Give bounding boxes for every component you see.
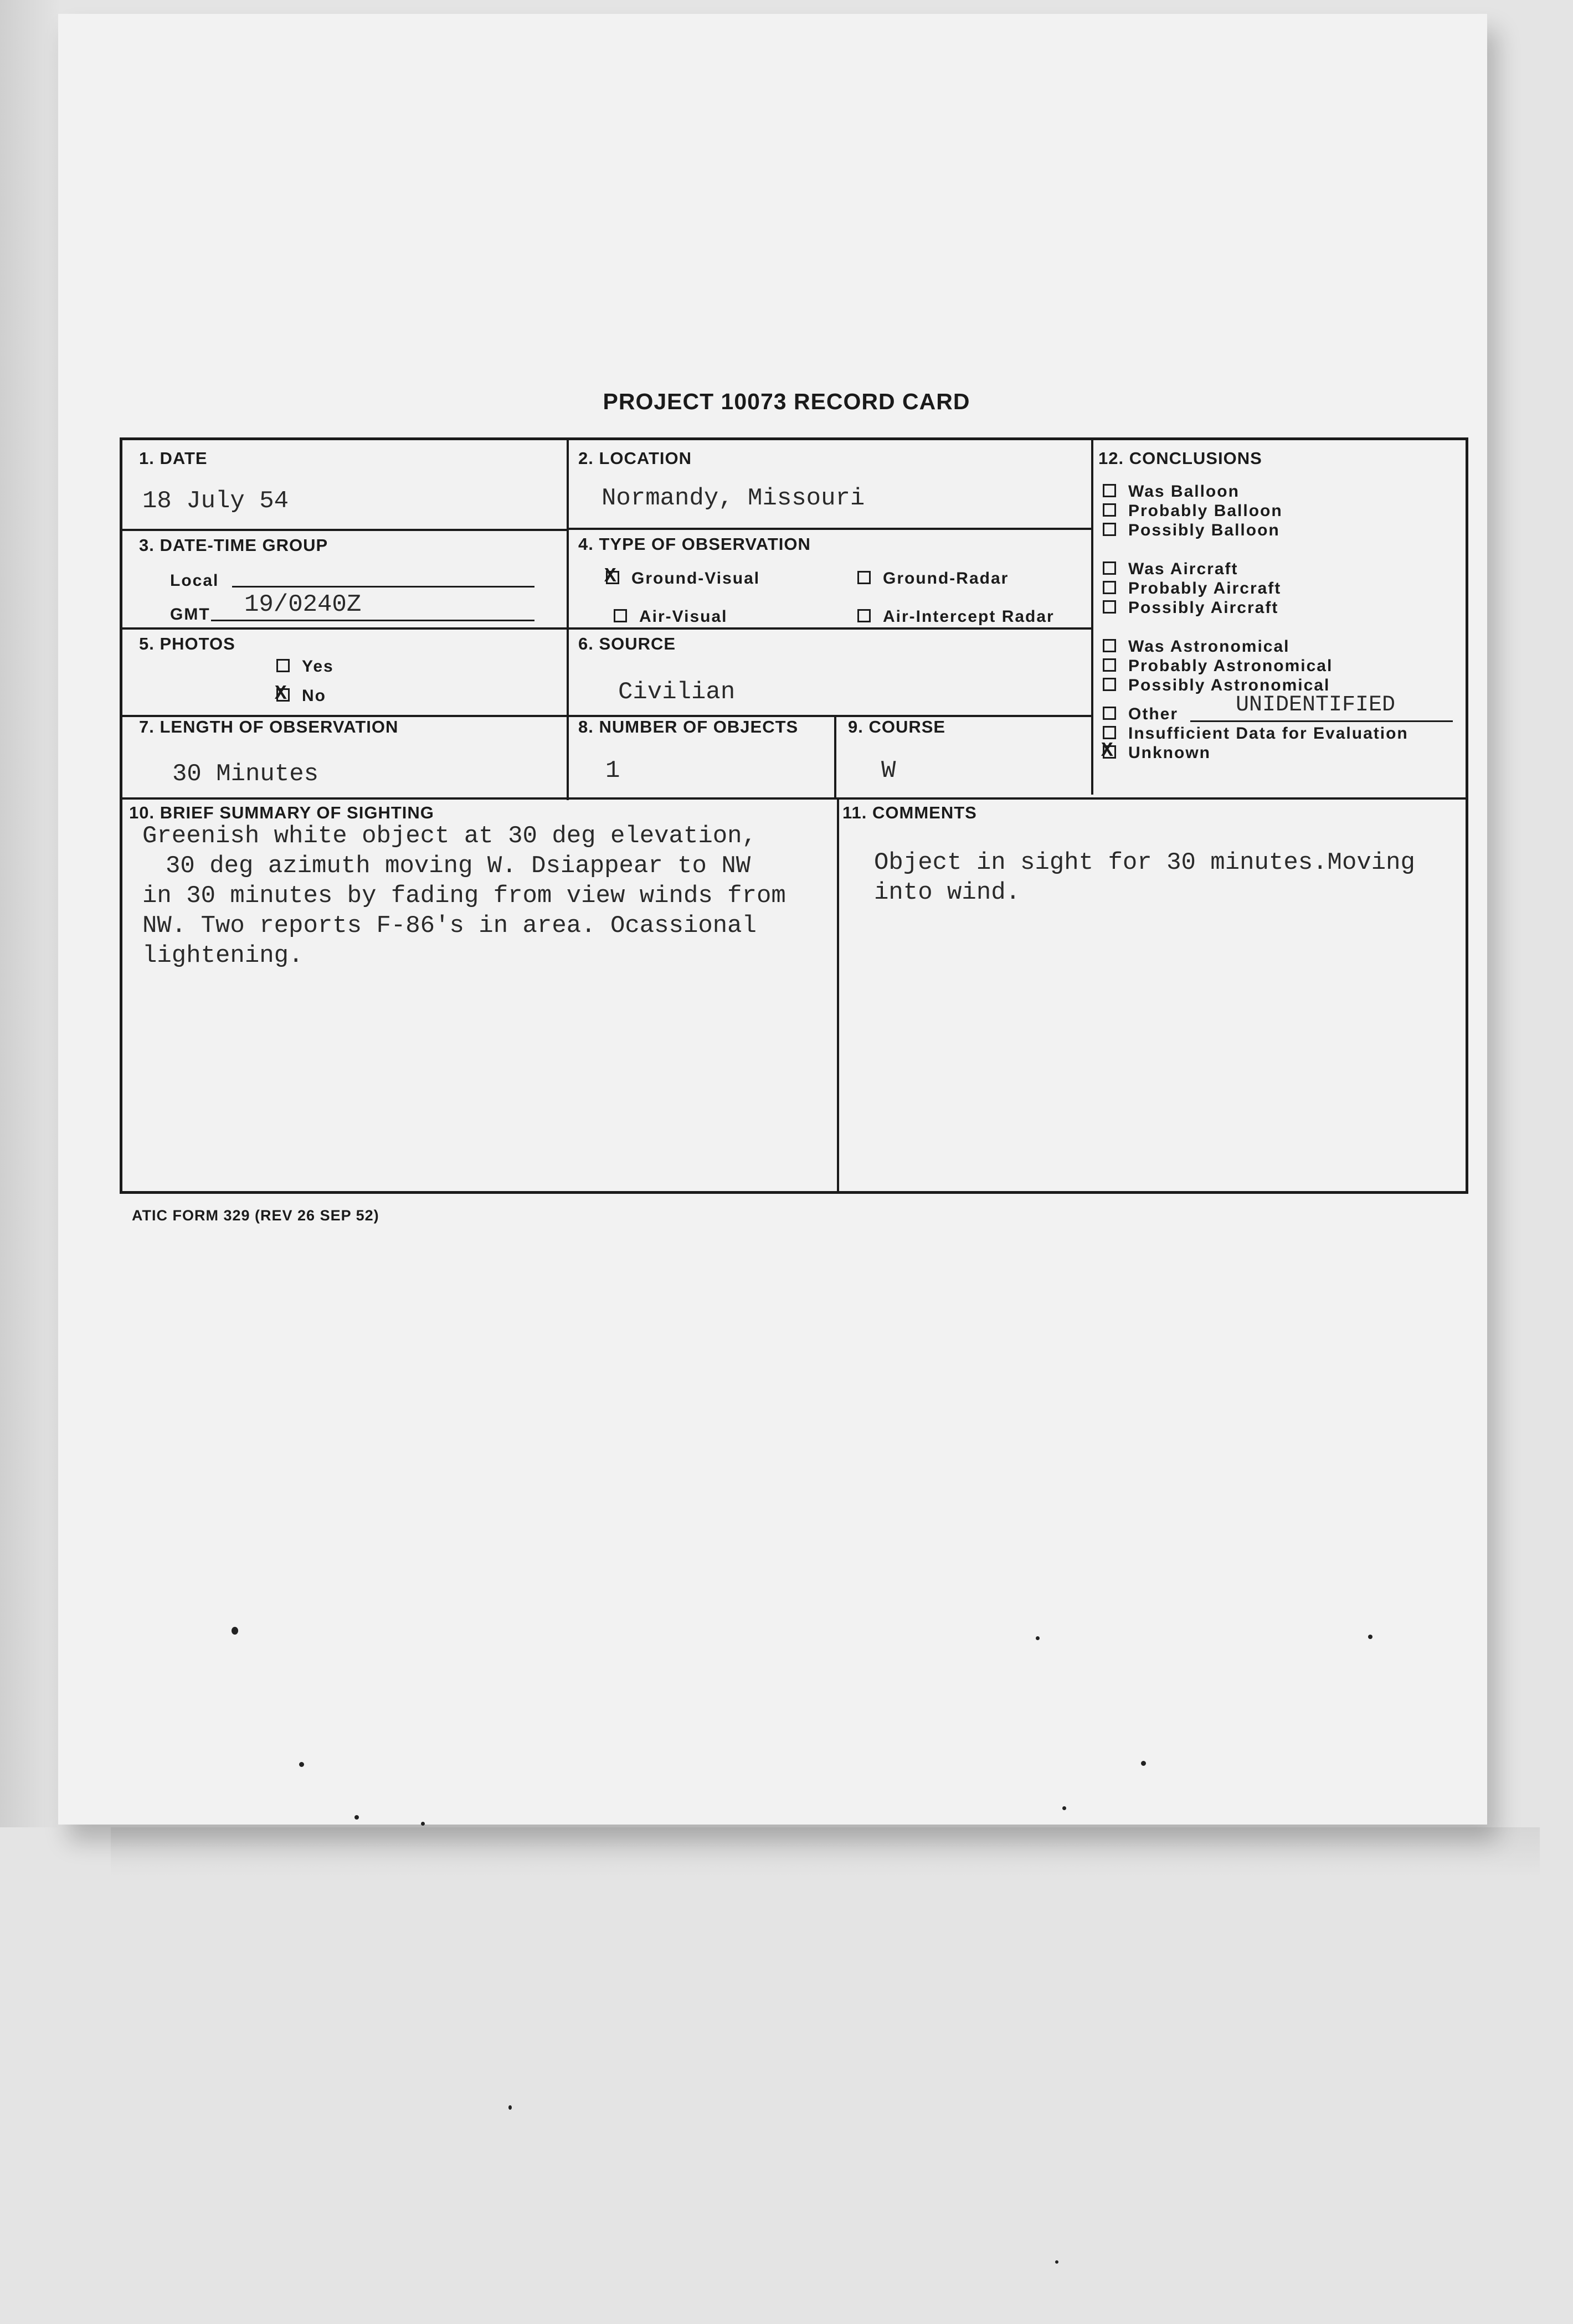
obs-ground-visual <box>606 569 760 588</box>
conclusion-label: Was Astronomical <box>1128 637 1290 656</box>
divider <box>122 627 1091 630</box>
card-title: PROJECT 10073 RECORD CARD <box>603 389 970 414</box>
conclusion-checkbox <box>1103 581 1116 594</box>
conclusion-probably-balloon <box>1103 502 1283 521</box>
location-value: Normandy, Missouri <box>602 485 865 512</box>
divider <box>122 529 567 531</box>
length-value: 30 Minutes <box>172 760 319 788</box>
photos-yes-label: Yes <box>302 657 334 676</box>
conclusion-was-astronomical <box>1103 637 1290 656</box>
conclusion-checkbox <box>1103 600 1116 614</box>
conclusion-label: Was Aircraft <box>1128 560 1238 578</box>
conclusion-insufficient-data <box>1103 724 1408 743</box>
conclusion-checkbox <box>1103 484 1116 497</box>
dust-speck <box>1062 1806 1066 1810</box>
summary-line: 30 deg azimuth moving W. Dsiappear to NW <box>166 852 751 880</box>
photos-no-label: No <box>302 687 326 705</box>
conclusion-checkbox <box>1103 503 1116 517</box>
summary-line: lightening. <box>142 942 304 970</box>
dust-speck <box>421 1822 425 1826</box>
divider <box>834 717 836 799</box>
conclusion-label: Probably Aircraft <box>1128 579 1282 597</box>
conclusion-checkbox <box>1103 658 1116 672</box>
conclusion-probably-astronomical <box>1103 657 1333 676</box>
obs-air-intercept-radar-checkbox <box>857 609 871 622</box>
obs-air-visual-label: Air-Visual <box>639 607 728 626</box>
observation-type-label: 4. TYPE OF OBSERVATION <box>578 534 811 554</box>
photos-yes <box>276 657 334 676</box>
dust-speck <box>232 1627 238 1635</box>
length-label: 7. LENGTH OF OBSERVATION <box>139 717 399 736</box>
conclusion-unknown <box>1103 744 1211 762</box>
conclusion-label: Probably Astronomical <box>1128 657 1333 675</box>
photos-label: 5. PHOTOS <box>139 634 235 653</box>
summary-line: in 30 minutes by fading from view winds from <box>142 882 786 910</box>
conclusion-was-balloon <box>1103 482 1240 501</box>
date-value: 18 July 54 <box>142 487 289 515</box>
obs-ground-radar <box>857 569 1009 588</box>
sheet-shadow <box>111 1827 1540 1877</box>
conclusion-possibly-astronomical <box>1103 676 1330 695</box>
conclusion-was-aircraft <box>1103 560 1238 579</box>
conclusion-checkbox <box>1103 561 1116 575</box>
conclusion-label: Possibly Astronomical <box>1128 676 1330 694</box>
divider <box>567 528 1091 530</box>
objects-value: 1 <box>605 757 620 785</box>
dust-speck <box>1036 1636 1040 1640</box>
dust-speck <box>1055 2260 1058 2264</box>
dtg-gmt-line <box>211 620 534 621</box>
conclusion-probably-aircraft <box>1103 579 1281 598</box>
conclusion-label: Was Balloon <box>1128 482 1240 501</box>
source-label: 6. SOURCE <box>578 634 676 653</box>
divider <box>837 799 839 1192</box>
record-card <box>120 437 1468 1194</box>
obs-air-visual <box>614 607 728 626</box>
conclusion-checkbox <box>1103 523 1116 536</box>
dust-speck <box>354 1815 359 1820</box>
course-label: 9. COURSE <box>848 717 946 736</box>
location-label: 2. LOCATION <box>578 449 692 468</box>
comments-line: Object in sight for 30 minutes.Moving <box>874 849 1415 877</box>
dtg-local-line <box>232 586 534 588</box>
dust-speck <box>299 1762 304 1767</box>
conclusion-possibly-balloon <box>1103 521 1280 540</box>
conclusion-label: Unknown <box>1128 744 1211 762</box>
dust-speck <box>1141 1761 1146 1766</box>
conclusion-checkbox <box>1103 639 1116 652</box>
conclusion-checkbox <box>1103 745 1116 759</box>
divider <box>122 797 1466 800</box>
conclusions-label: 12. CONCLUSIONS <box>1098 449 1262 468</box>
summary-label: 10. BRIEF SUMMARY OF SIGHTING <box>129 803 434 822</box>
dust-speck <box>1368 1635 1372 1639</box>
conclusion-label: Possibly Aircraft <box>1128 599 1279 617</box>
course-value: W <box>881 757 896 785</box>
objects-label: 8. NUMBER OF OBJECTS <box>578 717 799 736</box>
obs-air-visual-checkbox <box>614 609 627 622</box>
conclusion-label: Probably Balloon <box>1128 502 1283 520</box>
scan-shadow <box>0 0 61 1827</box>
source-value: Civilian <box>618 678 736 706</box>
comments-line: into wind. <box>874 879 1021 906</box>
obs-air-intercept-radar <box>857 607 1055 626</box>
date-label: 1. DATE <box>139 449 208 468</box>
dtg-local-label: Local <box>170 571 219 590</box>
summary-line: NW. Two reports F-86's in area. Ocassional <box>142 912 757 940</box>
dtg-gmt-label: GMT <box>170 605 210 623</box>
obs-ground-visual-checkbox <box>606 571 619 584</box>
obs-ground-radar-checkbox <box>857 571 871 584</box>
photos-yes-checkbox <box>276 659 290 672</box>
photos-no-checkbox <box>276 688 290 702</box>
other-value: UNIDENTIFIED <box>1236 693 1396 718</box>
dust-speck <box>508 2105 512 2110</box>
conclusion-checkbox <box>1103 678 1116 691</box>
conclusion-label: Insufficient Data for Evaluation <box>1128 724 1408 743</box>
obs-ground-visual-label: Ground-Visual <box>631 569 760 588</box>
conclusion-checkbox <box>1103 707 1116 720</box>
photos-no <box>276 687 326 705</box>
conclusion-possibly-aircraft <box>1103 599 1278 617</box>
comments-label: 11. COMMENTS <box>842 803 977 822</box>
conclusion-other <box>1103 705 1178 724</box>
form-number: ATIC FORM 329 (REV 26 SEP 52) <box>132 1207 379 1224</box>
conclusion-label: Other <box>1128 705 1179 723</box>
other-line <box>1190 720 1453 722</box>
divider <box>1091 440 1093 795</box>
divider <box>567 440 569 800</box>
dtg-label: 3. DATE-TIME GROUP <box>139 535 328 555</box>
conclusion-checkbox <box>1103 726 1116 739</box>
conclusion-label: Possibly Balloon <box>1128 521 1280 539</box>
summary-line: Greenish white object at 30 deg elevation, <box>142 822 757 850</box>
obs-ground-radar-label: Ground-Radar <box>883 569 1009 588</box>
obs-air-intercept-radar-label: Air-Intercept Radar <box>883 607 1055 626</box>
dtg-gmt-value: 19/0240Z <box>244 591 362 619</box>
